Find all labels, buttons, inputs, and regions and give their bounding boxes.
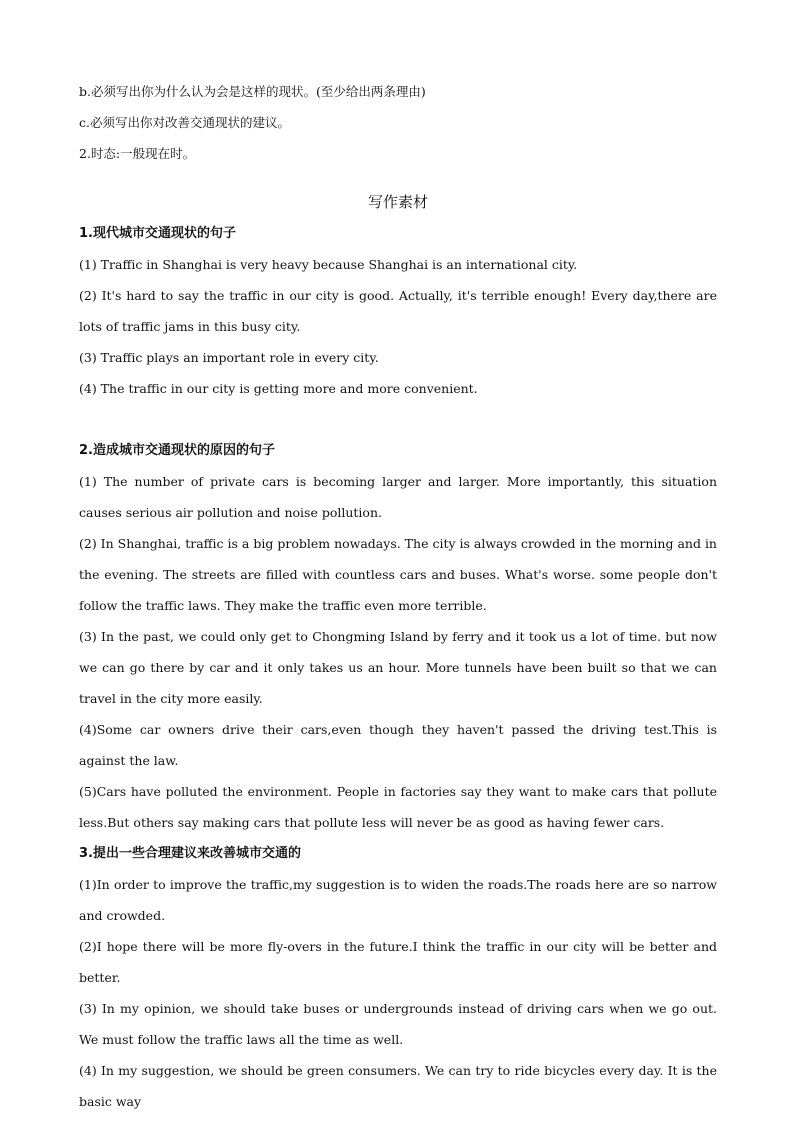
section-2-item-1: (1) The number of private cars is becoming larger and larger. More importantly, this situation causes serious air pollution and noise pollution. [79, 474, 717, 520]
section-1-heading: 1.现代城市交通现状的句子 [79, 226, 236, 241]
page-title: 写作素材 [367, 193, 428, 211]
section-3-item-1: (1)In order to improve the traffic,my suggestion is to widen the roads.The roads here are so narrow and crowded. [79, 877, 717, 923]
section-2-item-2: (2) In Shanghai, traffic is a big problem nowadays. The city is always crowded in the morning and in the evening. The streets are filled with countless cars and buses. What's worse. some people don't follow the traffic laws. They make the traffic even more terrible. [79, 536, 717, 613]
section-2-item-4: (4)Some car owners drive their cars,even though they haven't passed the driving test.This is against the law. [79, 722, 717, 768]
intro-line-b: b.必须写出你为什么认为会是这样的现状。(至少给出两条理由) [79, 84, 426, 99]
section-1-item-2: (2) It's hard to say the traffic in our city is good. Actually, it's terrible enough! Every day,there are lots of traffic jams in this busy city. [79, 288, 717, 334]
intro-line-tense: 2.时态:一般现在时。 [79, 146, 196, 161]
intro-line-c: c.必须写出你对改善交通现状的建议。 [79, 115, 290, 130]
section-3-item-2: (2)I hope there will be more fly-overs in the future.I think the traffic in our city will be better and better. [79, 939, 717, 985]
section-3-item-4: (4) In my suggestion, we should be green consumers. We can try to ride bicycles every day. It is the basic way [79, 1063, 717, 1109]
section-2-item-5: (5)Cars have polluted the environment. People in factories say they want to make cars that pollute less.But others say making cars that pollute less will never be as good as having fewer cars. [79, 784, 717, 830]
document-page [79, 76, 717, 1117]
section-3-heading: 3.提出一些合理建议来改善城市交通的 [79, 846, 301, 861]
section-3-item-3: (3) In my opinion, we should take buses or undergrounds instead of driving cars when we go out. We must follow the traffic laws all the time as well. [79, 1001, 717, 1047]
section-1-item-1: (1) Traffic in Shanghai is very heavy because Shanghai is an international city. [79, 257, 578, 272]
section-1-item-4: (4) The traffic in our city is getting more and more convenient. [79, 381, 478, 396]
section-2-item-3: (3) In the past, we could only get to Chongming Island by ferry and it took us a lot of time. but now we can go there by car and it only takes us an hour. More tunnels have been built so that we can travel in the city more easily. [79, 629, 717, 706]
section-2-heading: 2.造成城市交通现状的原因的句子 [79, 443, 275, 458]
section-spacer [79, 404, 717, 435]
section-1-item-3: (3) Traffic plays an important role in every city. [79, 350, 379, 365]
